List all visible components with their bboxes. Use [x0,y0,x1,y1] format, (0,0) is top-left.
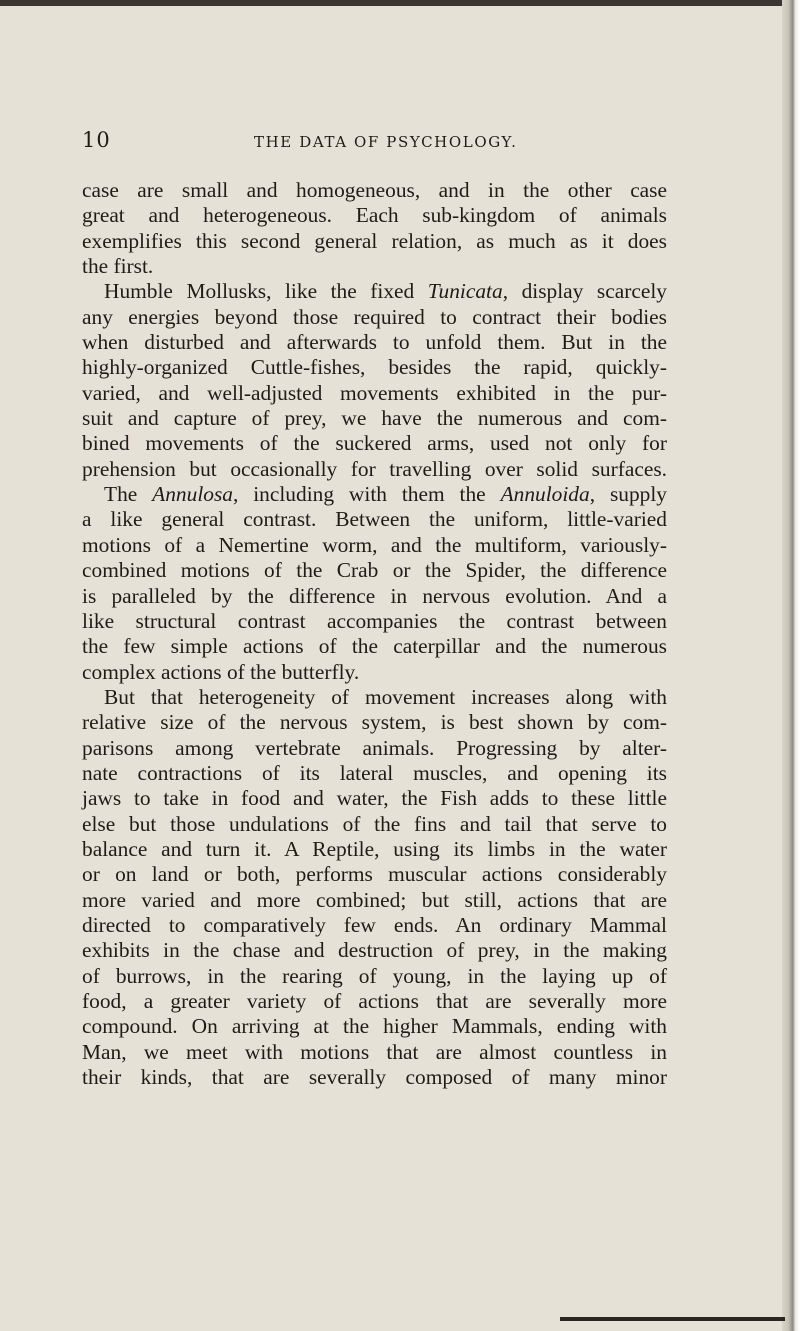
text-line: their kinds, that are severally composed of many minor [82,1065,667,1090]
text-line: The Annulosa, including with them the Annuloida, supply [104,482,668,507]
text-line: nate contractions of its lateral muscles, and opening its [82,760,667,785]
text-line: complex actions of the butterfly. [82,659,360,684]
text-line: motions of a Nemertine worm, and the multiform, variously- [82,532,667,557]
text-line: compound. On arriving at the higher Mammals, ending with [82,1014,667,1039]
text-line: exemplifies this second general relation, as much as it does [82,228,667,253]
text-line: a like general contrast. Between the uniform, little-varied [82,507,667,532]
text-line: combined motions of the Crab or the Spider, the difference [82,558,667,583]
page-number: 10 [82,128,111,152]
text-line: is paralleled by the difference in nervous evolution. And a [82,583,667,608]
text-line: directed to comparatively few ends. An ordinary Mammal [82,912,667,937]
text-line: any energies beyond those required to contract their bodies [82,304,667,329]
text-line: food, a greater variety of actions that are severally more [82,989,667,1013]
text-line: like structural contrast accompanies the contrast between [82,608,667,633]
text-line: parisons among vertebrate animals. Progressing by alter- [82,735,667,760]
text-line: Man, we meet with motions that are almost countless in [82,1039,667,1064]
text-line: jaws to take in food and water, the Fish adds to these little [82,786,667,811]
text-line: of burrows, in the rearing of young, in the laying up of [82,963,667,988]
top-edge-rule [0,0,785,6]
text-line: balance and turn it. A Reptile, using its limbs in the water [82,836,667,861]
text-line: suit and capture of prey, we have the numerous and com- [82,406,667,431]
bottom-edge-rule [560,1317,785,1321]
text-line: or on land or both, performs muscular actions considerably [82,862,667,887]
text-line: more varied and more combined; but still, actions that are [82,887,667,912]
text-line: But that heterogeneity of movement increases along with [104,684,667,709]
body-text [82,178,667,1090]
text-line: exhibits in the chase and destruction of prey, in the making [82,938,667,963]
text-line: else but those undulations of the fins and tail that serve to [82,811,667,836]
text-line: when disturbed and afterwards to unfold them. But in the [82,330,667,355]
text-line: bined movements of the suckered arms, used not only for [82,431,667,456]
text-line: prehension but occasionally for travelling over solid surfaces. [82,456,667,481]
text-line: varied, and well-adjusted movements exhibited in the pur- [82,380,667,405]
text-line: great and heterogeneous. Each sub-kingdom of animals [82,203,667,228]
text-line: highly-organized Cuttle-fishes, besides the rapid, quickly- [82,355,667,380]
page-edge-shadow [782,0,800,1331]
text-line: Humble Mollusks, like the fixed Tunicata, display scarcely [104,279,667,304]
text-line: the few simple actions of the caterpillar and the numerous [82,634,667,659]
running-head: THE DATA OF PSYCHOLOGY. [254,133,518,151]
text-line: the first. [82,254,154,279]
text-line: case are small and homogeneous, and in the other case [82,178,667,202]
text-line: relative size of the nervous system, is best shown by com- [82,710,667,735]
